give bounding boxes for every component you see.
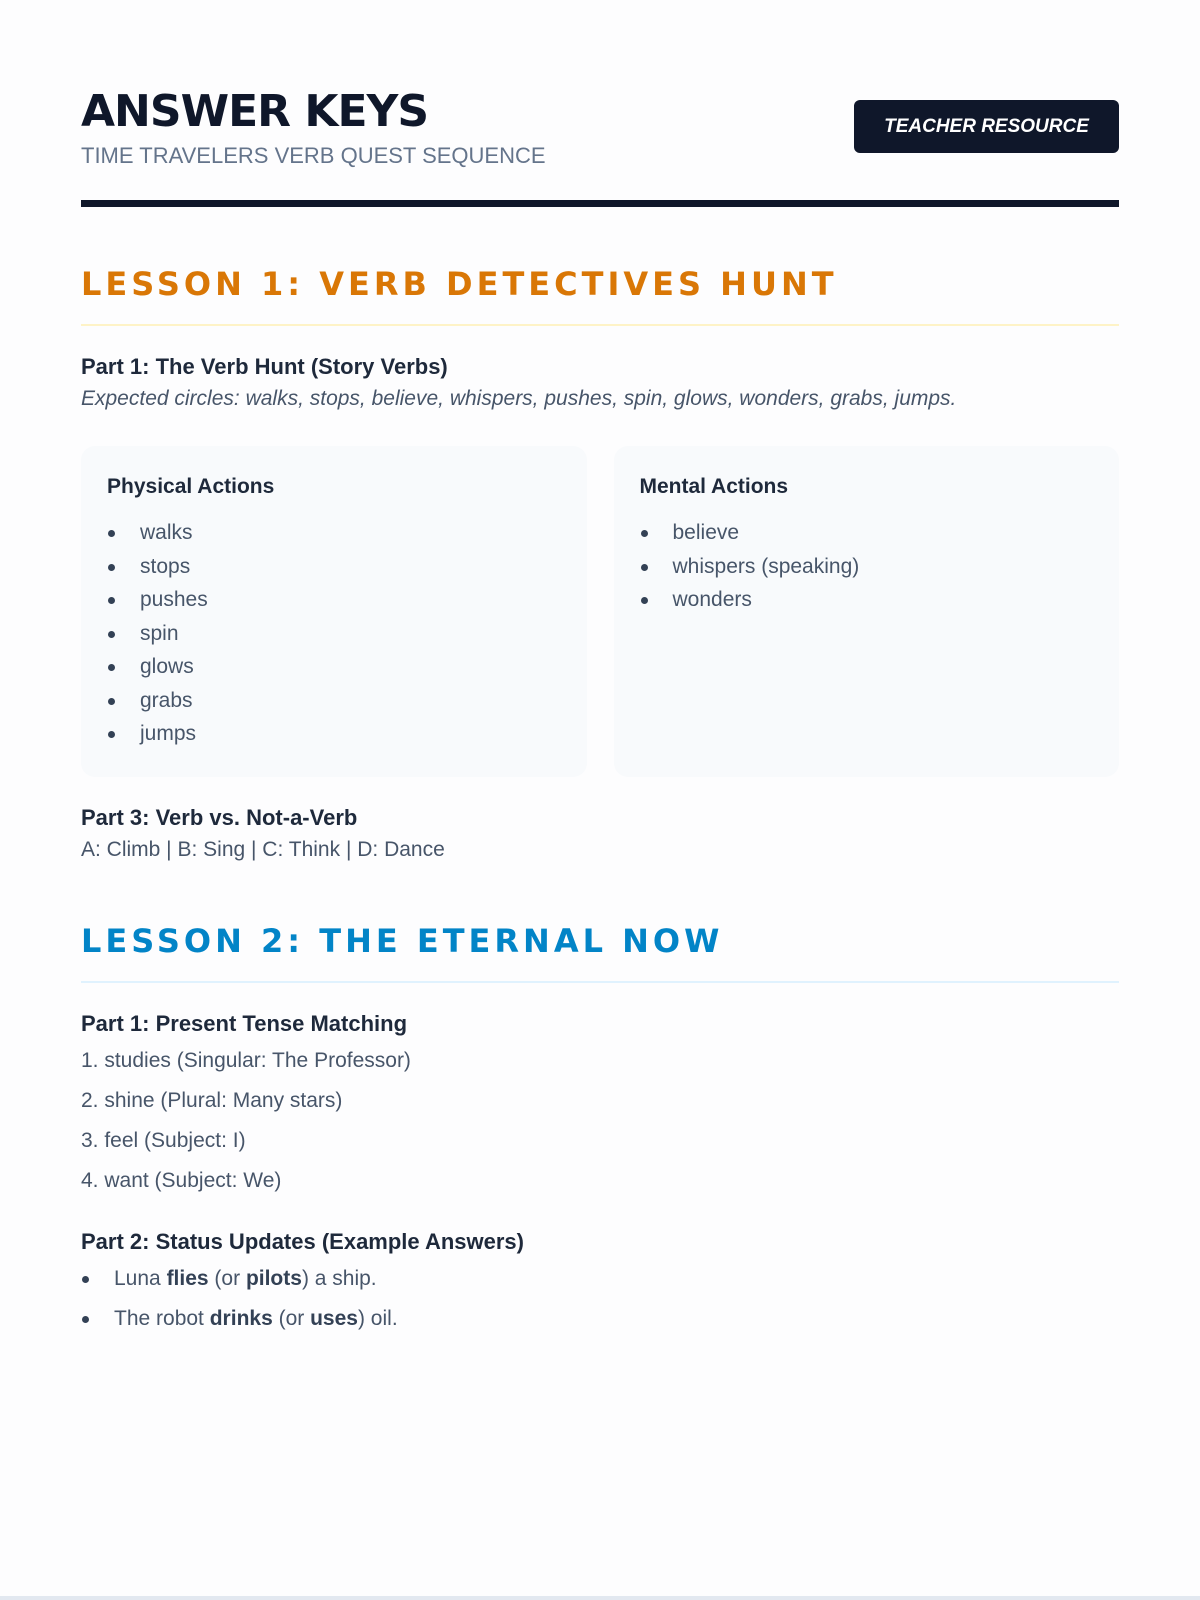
list-item: 4. want (Subject: We) [81,1169,282,1192]
part-heading: Part 1: Present Tense Matching [81,1011,408,1036]
list-item: glows [107,650,561,684]
action-cards [81,446,1119,777]
page-header [81,0,1119,207]
card-title: Physical Actions [107,475,275,498]
page-title: ANSWER KEYS [81,86,429,137]
list-item: 3. feel (Subject: I) [81,1129,246,1152]
page-subtitle: TIME TRAVELERS VERB QUEST SEQUENCE [81,143,546,168]
status-updates-list [81,1259,1119,1339]
list-item: The robot drinks (or uses) oil. [81,1299,1119,1339]
list-item: 1. studies (Singular: The Professor) [81,1049,411,1072]
header-divider [81,200,1119,207]
part-heading: Part 1: The Verb Hunt (Story Verbs) [81,354,448,379]
verb-answers: A: Climb | B: Sing | C: Think | D: Dance [81,838,445,861]
mental-actions-card [614,446,1120,777]
card-title: Mental Actions [639,475,789,498]
list-item: grabs [107,684,561,718]
physical-actions-list [107,516,561,751]
lesson-1-section [81,207,1119,867]
list-item: spin [107,617,561,651]
mental-actions-list [640,516,1094,617]
list-item: 2. shine (Plural: Many stars) [81,1089,343,1112]
lesson-1-part-3 [81,803,1119,867]
list-item: pushes [107,583,561,617]
list-item: believe [640,516,1094,550]
physical-actions-card [81,446,587,777]
list-item: Luna flies (or pilots) a ship. [81,1259,1119,1299]
teacher-resource-badge: TEACHER RESOURCE [854,100,1119,153]
part-heading: Part 3: Verb vs. Not-a-Verb [81,805,358,830]
list-item: wonders [640,583,1094,617]
list-item: walks [107,516,561,550]
lesson-1-heading: LESSON 1: VERB DETECTIVES HUNT [81,264,1119,326]
bottom-border [0,1596,1200,1600]
list-item: jumps [107,717,561,751]
lesson-1-part-1 [81,352,1119,416]
lesson-2-heading: LESSON 2: THE ETERNAL NOW [81,921,1119,983]
present-tense-list [81,1041,1119,1201]
part-heading: Part 2: Status Updates (Example Answers) [81,1229,524,1254]
lesson-2-part-1 [81,1009,1119,1201]
list-item: whispers (speaking) [640,550,1094,584]
list-item: stops [107,550,561,584]
lesson-2-part-2 [81,1227,1119,1339]
lesson-2-section [81,867,1119,1339]
expected-circles-note: Expected circles: walks, stops, believe, whispers, pushes, spin, glows, wonders, grabs, jumps. [81,387,957,410]
